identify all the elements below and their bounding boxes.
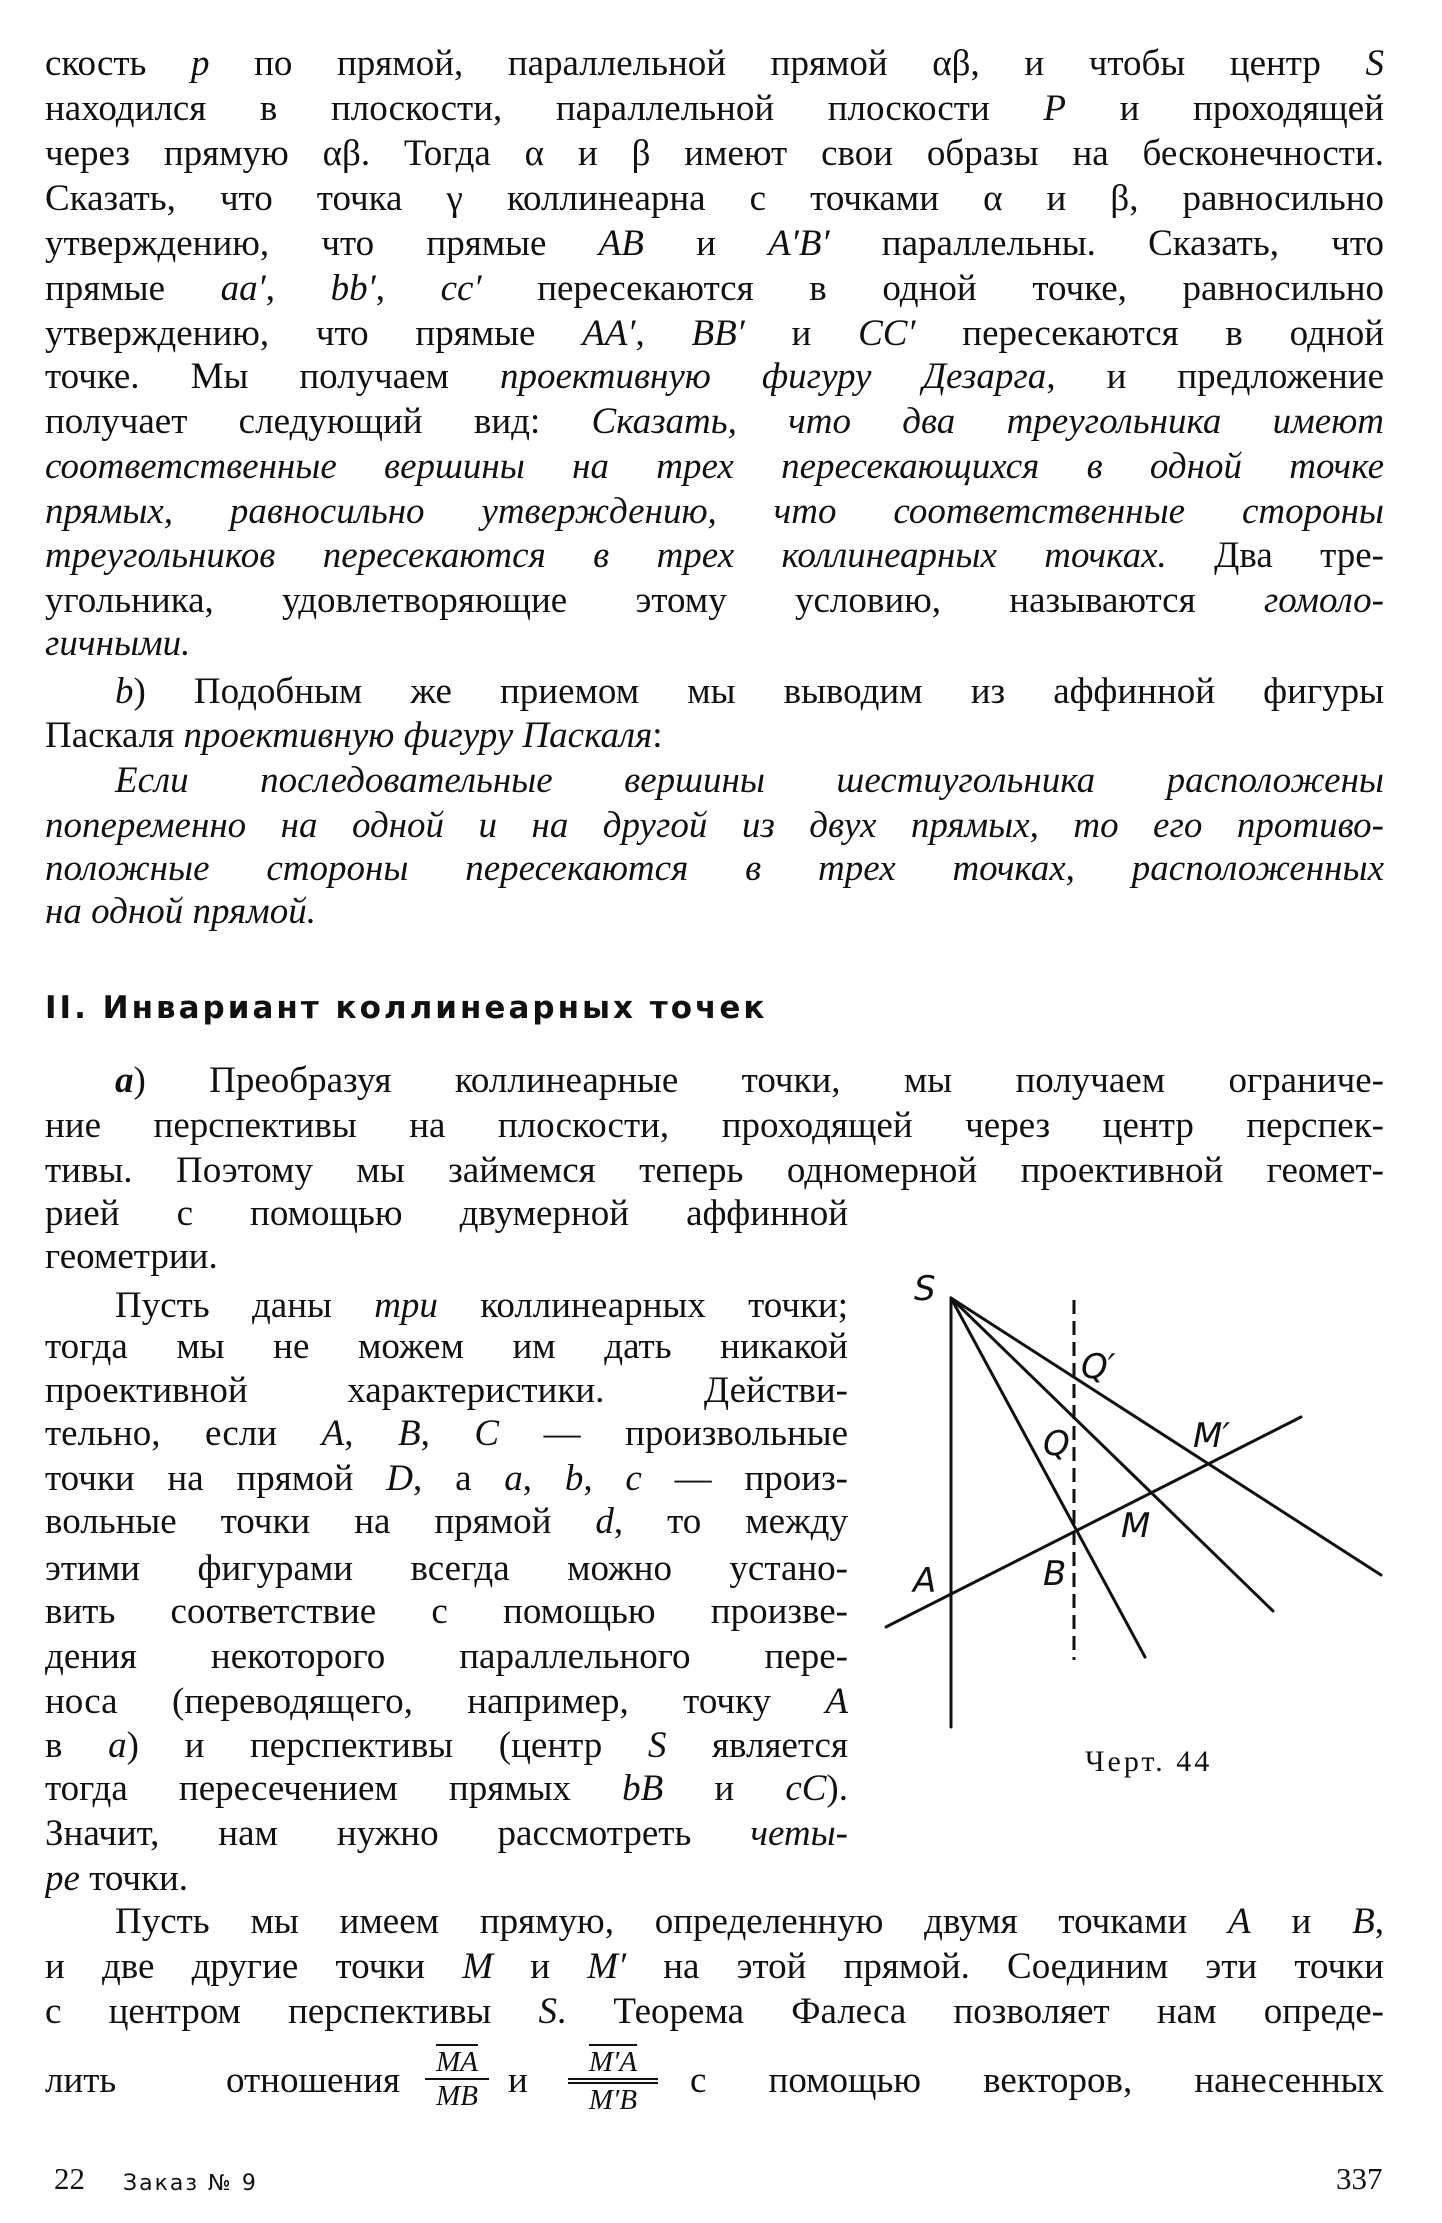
text-run: Пусть даны [115, 1285, 375, 1326]
ratio-conjunction: и [508, 2060, 528, 2101]
italic-text: проективную фигуру Паскаля [183, 715, 653, 756]
text-run: на этой прямой. Соединим эти точки [626, 1946, 1384, 1987]
italic-text: bB [622, 1768, 664, 1809]
text-line [45, 356, 1384, 398]
text-line [45, 535, 1384, 577]
fraction-numerator: $\overline{MA}$ [436, 2046, 478, 2078]
italic-text: B [1352, 1901, 1375, 1942]
text-line [45, 580, 1384, 622]
text-line [45, 1370, 848, 1412]
text-run: пересекаются в одной [915, 313, 1384, 354]
italic-text: b [115, 671, 134, 712]
text-line [45, 1548, 848, 1590]
italic-text: четы- [750, 1813, 848, 1854]
text-line [45, 1681, 848, 1723]
label-m: M [1121, 1506, 1151, 1546]
text-run: Сказать, что точка γ коллинеарна с точками α и β, равносильно [45, 178, 1384, 219]
text-line [45, 446, 1384, 488]
figure-caption: Черт. 44 [1085, 1745, 1213, 1778]
text-line [45, 1813, 848, 1855]
italic-text: d [595, 1501, 614, 1542]
text-run: является [666, 1725, 848, 1766]
fraction-numerator: M′A [588, 2046, 638, 2078]
text-line [45, 1768, 848, 1810]
text-line [45, 1858, 848, 1900]
text-line [45, 1285, 848, 1327]
italic-text: ре [45, 1858, 80, 1899]
text-run: скость [45, 43, 191, 84]
text-line [45, 313, 1384, 355]
line-sb [951, 1298, 1145, 1657]
text-run: , [420, 1413, 475, 1454]
line-sm-prime [951, 1298, 1381, 1575]
text-line [45, 891, 1384, 933]
text-line [45, 805, 1384, 847]
italic-text: AB [598, 223, 644, 264]
text-run: коллинеарных точки; [437, 1285, 848, 1326]
text-run: ) и перспективы (центр [126, 1725, 648, 1766]
text-run: Два тре- [1166, 535, 1384, 576]
italic-text: S [1365, 43, 1384, 84]
italic-text: A [1228, 1901, 1251, 1942]
italic-text: соответственные вершины на трех пересекающихся в одной точке [45, 446, 1384, 487]
text-line [45, 1501, 848, 1543]
text-run: находился в плоскости, параллельной плоскости [45, 88, 1044, 129]
text-run: в [45, 1725, 109, 1766]
text-run: проективной характеристики. Действи- [45, 1370, 848, 1411]
text-run: тельно, если [45, 1413, 322, 1454]
text-line [45, 1326, 848, 1368]
text-run: и [663, 1768, 786, 1809]
italic-text: cc′ [440, 268, 482, 309]
text-run: точки на прямой [45, 1458, 387, 1499]
text-run: — произвольные [499, 1413, 848, 1454]
italic-text: a [108, 1725, 127, 1766]
italic-text: треугольников пересекаются в трех коллинеарных точках. [45, 535, 1167, 576]
text-run: утверждению, что прямые [45, 223, 599, 264]
italic-text: попеременно на одной и на другой из двух прямых, то его противо- [45, 805, 1384, 846]
section-heading: II. Инвариант коллинеарных точек [45, 990, 768, 1026]
label-m-prime: M′ [1193, 1416, 1231, 1456]
italic-text: Сказать, что два треугольника имеют [591, 401, 1384, 442]
text-run: Значит, нам нужно рассмотреть [45, 1813, 751, 1854]
text-run: , [583, 1458, 626, 1499]
italic-text: A [321, 1413, 345, 1454]
line-sm [951, 1298, 1273, 1611]
text-line [45, 1193, 848, 1235]
text-run: , то между [613, 1501, 848, 1542]
text-line [45, 623, 1384, 665]
text-line [45, 1901, 1384, 1943]
text-line [45, 1236, 848, 1278]
label-a: A [913, 1561, 937, 1601]
italic-text: S [538, 1991, 557, 2032]
text-line [45, 401, 1384, 443]
italic-text: C [474, 1413, 500, 1454]
text-line [45, 223, 1384, 265]
text-run: рией с помощью двумерной аффинной [45, 1193, 848, 1234]
text-run: параллельны. Сказать, что [829, 223, 1384, 264]
italic-text: на одной прямой. [45, 891, 317, 932]
text-line [45, 1458, 848, 1500]
text-run: с центром перспективы [45, 1991, 539, 2032]
italic-text: c [625, 1458, 642, 1499]
text-line [45, 1105, 1384, 1147]
text-run: — произ- [641, 1458, 848, 1499]
italic-text: D [386, 1458, 414, 1499]
text-line [45, 1060, 1384, 1102]
text-run: угольника, удовлетворяющие этому условию, называются [45, 580, 1264, 621]
text-run: и [493, 1946, 588, 1987]
fraction-ma-mb [425, 2047, 489, 2111]
text-run: по прямой, параллельной прямой αβ, и чтобы центр [209, 43, 1366, 84]
text-run: и проходящей [1066, 88, 1384, 129]
text-line [45, 133, 1384, 175]
text-line [45, 43, 1384, 85]
text-run: геометрии. [45, 1236, 218, 1277]
text-run: ние перспективы на плоскости, проходящей через центр перспек- [45, 1105, 1384, 1146]
italic-text: aa′ [220, 268, 266, 309]
italic-text: a [504, 1458, 523, 1499]
text-run: : [652, 715, 663, 756]
ratio-line-start: лить отношения [45, 2060, 400, 2101]
text-run: пересекаются в одной точке, равносильно [481, 268, 1384, 309]
text-line [45, 1591, 848, 1633]
text-run: тивы. Поэтому мы займемся теперь одномерной проективной геомет- [45, 1150, 1384, 1191]
page-number: 337 [1336, 2161, 1383, 2196]
text-run: носа (переводящего, например, точку [45, 1681, 826, 1722]
italic-text: BB′ [691, 313, 745, 354]
italic-text: A′B′ [768, 223, 830, 264]
text-line [45, 88, 1384, 130]
text-line [45, 848, 1384, 890]
text-run: через прямую αβ. Тогда α и β имеют свои образы на бесконечности. [45, 133, 1384, 174]
text-run: получает следующий вид: [45, 401, 592, 442]
text-line [45, 1150, 1384, 1192]
text-line [45, 178, 1384, 220]
line-ab [886, 1417, 1301, 1627]
text-run: тогда пересечением прямых [45, 1768, 623, 1809]
text-run: и [744, 313, 859, 354]
italic-text: A [825, 1681, 848, 1722]
text-line [45, 1991, 1384, 2033]
italic-text: проективную фигуру Дезарга [499, 356, 1047, 397]
text-run: , [1374, 1901, 1384, 1942]
italic-text: AA′ [582, 313, 636, 354]
text-line [45, 760, 1384, 802]
italic-text: cC [785, 1768, 827, 1809]
ratio-line-end: с помощью векторов, нанесенных [690, 2060, 1384, 2101]
text-run: , [635, 313, 692, 354]
italic-text: гичными. [45, 623, 191, 664]
text-line [45, 1946, 1384, 1988]
text-run: точки. [79, 1858, 189, 1899]
text-run: и две другие точки [45, 1946, 463, 1987]
italic-text: прямых, равносильно утверждению, что соответственные стороны [45, 491, 1384, 532]
bold-italic-text: a [115, 1060, 134, 1101]
italic-text: S [647, 1725, 667, 1766]
text-run: утверждению, что прямые [45, 313, 583, 354]
text-line [45, 491, 1384, 533]
text-line [45, 268, 1384, 310]
italic-text: bb′ [330, 268, 376, 309]
italic-text: M′ [587, 1946, 627, 1987]
text-line [45, 1725, 848, 1767]
text-run: ) Подобным же приемом мы выводим из аффинной фигуры [133, 671, 1384, 712]
text-run: , [265, 268, 331, 309]
italic-text: положные стороны пересекаются в трех точках, расположенных [45, 848, 1384, 889]
text-run: точке. Мы получаем [45, 356, 500, 397]
italic-text: три [374, 1285, 438, 1326]
italic-text: P [1043, 88, 1066, 129]
sheet-number: 22 [54, 2161, 85, 2196]
text-run: и [1250, 1901, 1353, 1942]
italic-text: B [398, 1413, 421, 1454]
text-run: и [643, 223, 769, 264]
label-b: B [1043, 1554, 1067, 1594]
text-line [45, 671, 1384, 713]
text-run: ). [826, 1768, 848, 1809]
text-line [45, 715, 1384, 757]
text-run: Паскаля [45, 715, 184, 756]
text-run: , и предложение [1046, 356, 1384, 397]
text-run: ) Преобразуя коллинеарные точки, мы получаем ограниче- [133, 1060, 1384, 1101]
text-run: тогда мы не можем им дать никакой [45, 1326, 848, 1367]
text-line [45, 1636, 848, 1678]
text-run: вить соответствие с помощью произве- [45, 1591, 848, 1632]
fraction-m-prime-a-m-prime-b [568, 2047, 658, 2115]
text-run: . Теорема Фалеса позволяет нам опреде- [556, 1991, 1384, 2032]
text-run: , [344, 1413, 398, 1454]
text-line [45, 1413, 848, 1455]
text-run: этими фигурами всегда можно устано- [45, 1548, 848, 1589]
italic-text: гомоло- [1263, 580, 1384, 621]
fraction-denominator: MB [436, 2080, 478, 2112]
italic-text: p [191, 43, 210, 84]
italic-text: Если последовательные вершины шестиугольника расположены [115, 760, 1384, 801]
text-run: , [375, 268, 441, 309]
text-run: , [522, 1458, 565, 1499]
text-run: Пусть мы имеем прямую, определенную двумя точками [115, 1901, 1229, 1942]
text-run: прямые [45, 268, 221, 309]
italic-text: b [564, 1458, 584, 1499]
label-q: Q [1043, 1424, 1070, 1464]
italic-text: CC′ [858, 313, 916, 354]
label-q-prime: Q′ [1081, 1347, 1116, 1387]
text-run: вольные точки на прямой [45, 1501, 596, 1542]
italic-text: M [462, 1946, 494, 1987]
print-order: Заказ № 9 [123, 2171, 258, 2196]
text-run: , а [413, 1458, 505, 1499]
fraction-denominator: M′B [588, 2084, 638, 2116]
text-run: дения некоторого параллельного пере- [45, 1636, 848, 1677]
label-s: S [914, 1269, 936, 1309]
